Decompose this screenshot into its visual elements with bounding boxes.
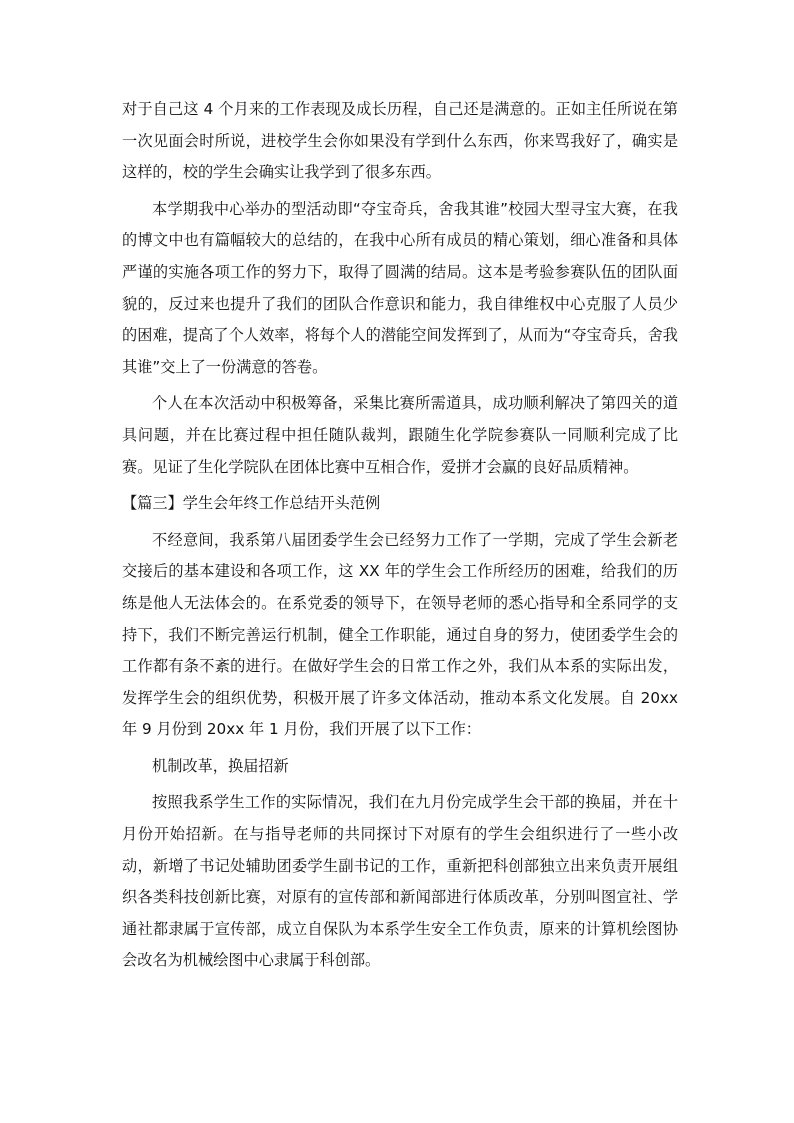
paragraph-semester-overview: 不经意间，我系第八届团委学生会已经努力工作了一学期，完成了学生会新老交接后的基本建设和各项工作，这 XX 年的学生会工作所经历的困难，给我们的历练是他人无法体会的。在系党委的领导下，在领导老师的悉心指导和全系同学的支持下，我们不断完善运行机制，健全工作职能，通过自身的努力，使团委学生会的工作都有条不紊的进行。在做好学生会的日常工作之外，我们从本系的实际出发，发挥学生会的组织优势，积极开展了许多文体活动，推动本系文化发展。自 20xx 年 9 月份到 20xx 年 1 月份，我们开展了以下工作： xyxy=(122,530,678,739)
paragraph-treasure-hunt: 本学期我中心举办的型活动即“夺宝奇兵，舍我其谁”校园大型寻宝大赛，在我的博文中也有篇幅较大的总结的，在我中心所有成员的精心策划，细心准备和具体严谨的实施各项工作的努力下，取得了圆满的结局。这本是考验参赛队伍的团队面貌的，反过来也提升了我们的团队合作意识和能力，我自律维权中心克服了人员少的困难，提高了个人效率，将每个人的潜能空间发挥到了，从而为“夺宝奇兵，舍我其谁”交上了一份满意的答卷。 xyxy=(122,199,678,376)
document-body xyxy=(122,94,678,982)
paragraph-personal-contribution: 个人在本次活动中积极筹备，采集比赛所需道具，成功顺利解决了第四关的道具问题，并在比赛过程中担任随队裁判，跟随生化学院参赛队一同顺利完成了比赛。见证了生化学院队在团体比赛中互相合作，爱拼才会赢的良好品质精神。 xyxy=(122,394,678,476)
section-heading: 【篇三】学生会年终工作总结开头范例 xyxy=(122,494,381,513)
paragraph-reform-details: 按照我系学生工作的实际情况，我们在九月份完成学生会干部的换届，并在十月份开始招新。在与指导老师的共同探讨下对原有的学生会组织进行了一些小改动，新增了书记处辅助团委学生副书记的工作，重新把科创部独立出来负责开展组织各类科技创新比赛，对原有的宣传部和新闻部进行体质改革，分别叫图宣社、学通社都隶属于宣传部，成立自保队为本系学生安全工作负责，原来的计算机绘图协会改名为机械绘图中心隶属于科创部。 xyxy=(122,793,678,970)
paragraph-intro: 对于自己这 4 个月来的工作表现及成长历程，自己还是满意的。正如主任所说在第一次见面会时所说，进校学生会你如果没有学到什么东西，你来骂我好了，确实是这样的，校的学生会确实让我学到了很多东西。 xyxy=(122,100,678,182)
subheading-reform: 机制改革，换届招新 xyxy=(152,756,289,775)
